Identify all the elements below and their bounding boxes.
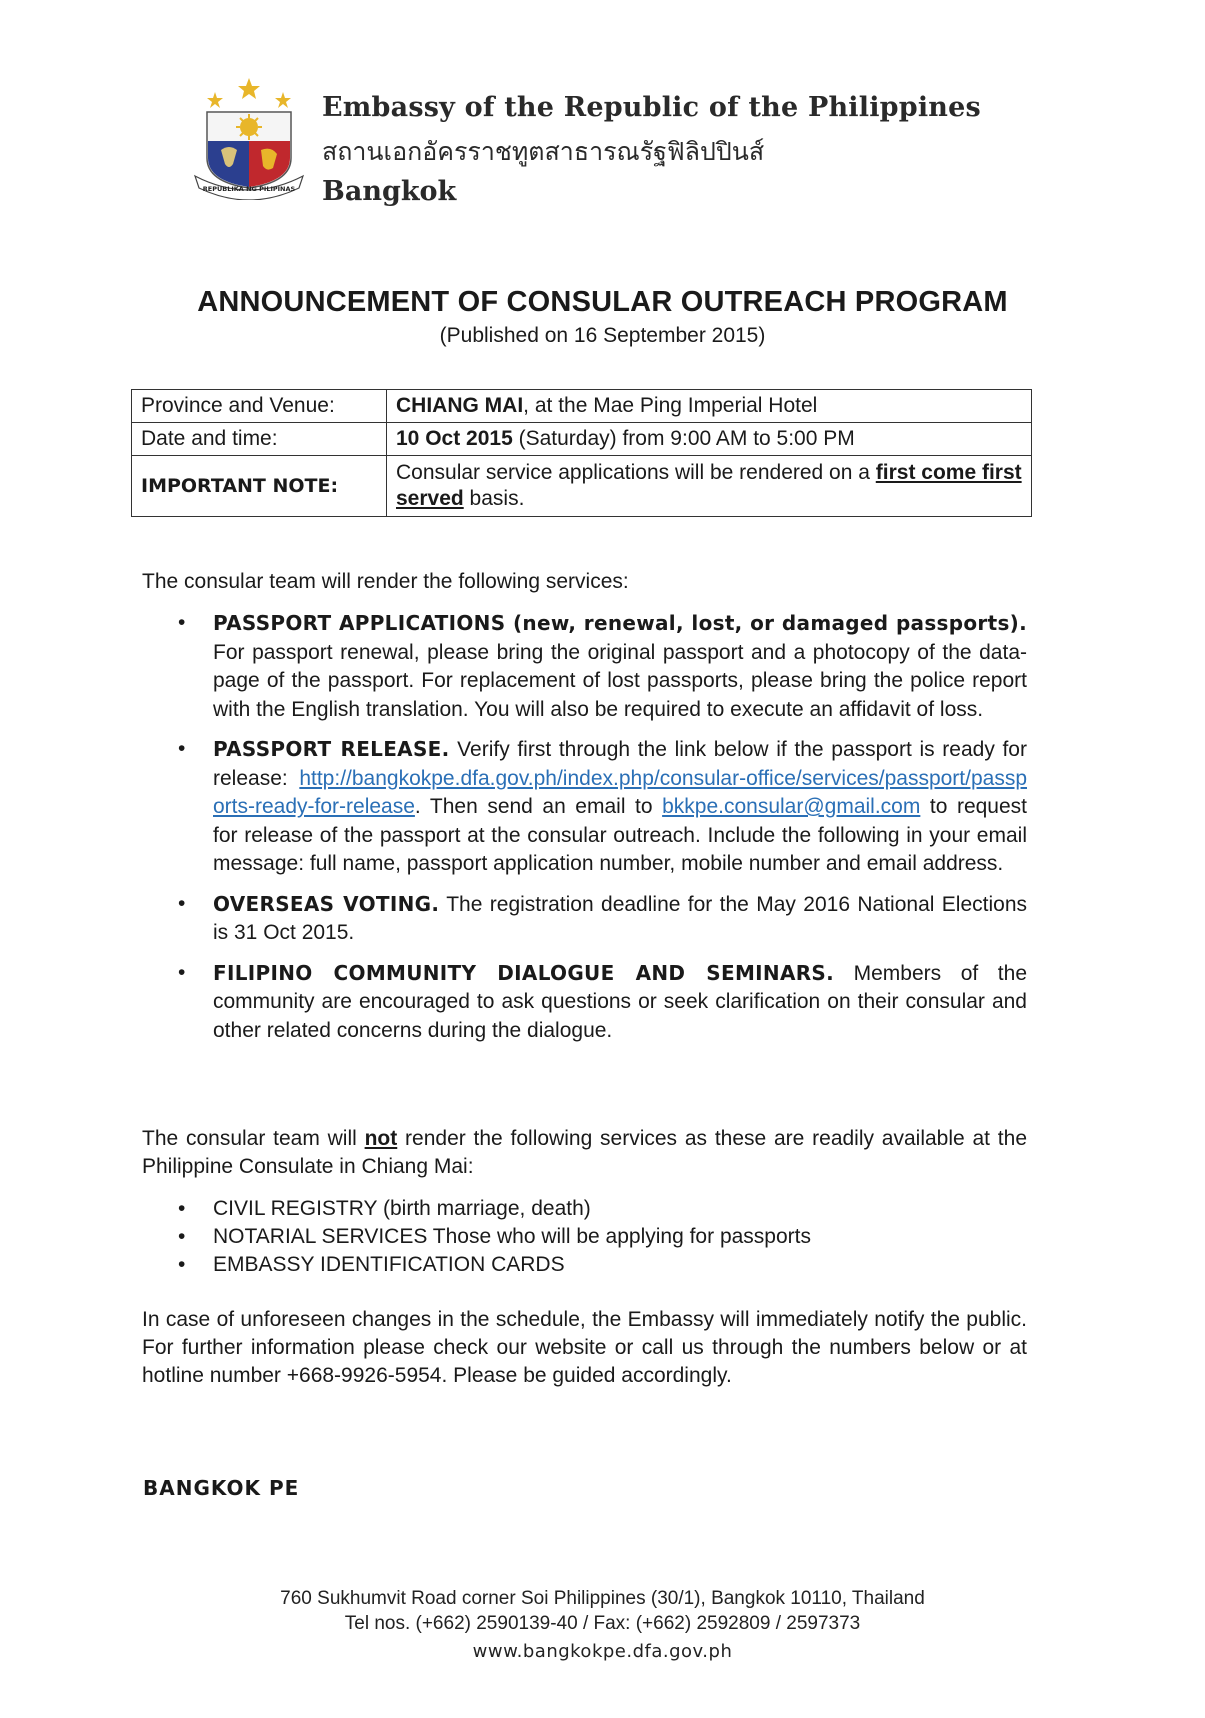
date-day: 10 Oct 2015 bbox=[396, 427, 513, 450]
passport-release-link[interactable]: http://bangkokpe.dfa.gov.ph/index.php/consular-office/services/passport/passports-ready-for-release bbox=[213, 766, 1027, 818]
list-item: • EMBASSY IDENTIFICATION CARDS bbox=[142, 1251, 811, 1279]
embassy-city: Bangkok bbox=[322, 176, 457, 207]
seal-star-top bbox=[238, 78, 260, 99]
date-row bbox=[132, 423, 1032, 456]
note-row bbox=[132, 456, 1032, 517]
seal-star-left bbox=[207, 92, 223, 108]
date-label: Date and time: bbox=[132, 423, 387, 456]
signature: BANGKOK PE bbox=[143, 1476, 300, 1500]
embassy-name-thai: สถานเอกอัครราชทูตสาธารณรัฐฟิลิปปินส์ bbox=[322, 137, 765, 166]
not-emphasis: not bbox=[364, 1127, 398, 1150]
embassy-name: Embassy of the Republic of the Philippines bbox=[322, 92, 981, 123]
services-list bbox=[142, 609, 1027, 1056]
footer-address: 760 Sukhumvit Road corner Soi Philippines (30/1), Bangkok 10110, Thailand bbox=[280, 1588, 925, 1609]
date-value bbox=[387, 423, 1032, 456]
publication-date: (Published on 16 September 2015) bbox=[439, 324, 766, 347]
not-intro-post: render the following services as these are readily available at the Philippine Consulate in Chiang Mai: bbox=[142, 1127, 1027, 1178]
page-title: ANNOUNCEMENT OF CONSULAR OUTREACH PROGRAM bbox=[197, 286, 1008, 318]
date-time: (Saturday) from 9:00 AM to 5:00 PM bbox=[512, 427, 855, 450]
seal-star-right bbox=[275, 92, 291, 108]
service-heading: PASSPORT APPLICATIONS (new, renewal, lost, or damaged passports). bbox=[213, 611, 1027, 635]
not-rendered-intro bbox=[142, 1125, 1027, 1181]
not-rendered-services-list bbox=[142, 1195, 811, 1279]
consular-email-link[interactable]: bkkpe.consular@gmail.com bbox=[662, 795, 921, 818]
venue-row bbox=[132, 390, 1032, 423]
footer-website[interactable]: www.bangkokpe.dfa.gov.ph bbox=[472, 1641, 733, 1662]
service-heading: FILIPINO COMMUNITY DIALOGUE AND SEMINARS. bbox=[213, 960, 835, 985]
service-heading: OVERSEAS VOTING. bbox=[213, 891, 440, 916]
services-intro: The consular team will render the following services: bbox=[142, 570, 629, 593]
venue-province: CHIANG MAI bbox=[396, 394, 524, 417]
outreach-info-table bbox=[131, 389, 1032, 517]
service-body: to request for release of the passport at the consular outreach. Include the following in your email message: full name, passport application number, mobile number and email address. bbox=[213, 795, 1028, 875]
list-item: • CIVIL REGISTRY (birth marriage, death) bbox=[142, 1195, 811, 1223]
service-overseas-voting bbox=[142, 890, 1027, 948]
service-community-dialogue bbox=[142, 959, 1027, 1046]
note-value bbox=[387, 456, 1032, 517]
note-label: IMPORTANT NOTE: bbox=[132, 456, 387, 517]
seal-scroll-text: REPUBLIKA NG PILIPINAS bbox=[202, 185, 296, 193]
philippine-coat-of-arms-icon bbox=[193, 78, 305, 200]
list-item: • NOTARIAL SERVICES Those who will be applying for passports bbox=[142, 1223, 811, 1251]
note-post: basis. bbox=[463, 487, 525, 510]
service-body: For passport renewal, please bring the original passport and a photocopy of the data-page of the passport. For replacement of lost passports, please bring the police report with the English translation. You will also be required to execute an affidavit of loss. bbox=[213, 640, 1027, 721]
note-pre: Consular service applications will be rendered on a bbox=[396, 461, 876, 484]
venue-hotel: , at the Mae Ping Imperial Hotel bbox=[523, 394, 818, 417]
service-passport-applications bbox=[142, 609, 1027, 724]
closing-paragraph: In case of unforeseen changes in the schedule, the Embassy will immediately notify the public. For further information please check our website or call us through the numbers below or at hotline number +668-9926-5954. Please be guided accordingly. bbox=[142, 1308, 1027, 1387]
service-body: . Then send an email to bbox=[414, 795, 663, 818]
service-heading: PASSPORT RELEASE. bbox=[213, 737, 450, 761]
service-body: Verify first through the link below if the passport is ready for release: bbox=[213, 738, 1027, 790]
footer-phones: Tel nos. (+662) 2590139-40 / Fax: (+662) 2592809 / 2597373 bbox=[344, 1613, 861, 1634]
service-body: The registration deadline for the May 2016 National Elections is 31 Oct 2015. bbox=[213, 892, 1027, 944]
service-body: Members of the community are encouraged to ask questions or seek clarification on their consular and other related concerns during the dialogue. bbox=[213, 961, 1028, 1042]
not-intro-pre: The consular team will bbox=[142, 1127, 365, 1150]
service-passport-release bbox=[142, 735, 1027, 879]
venue-value bbox=[387, 390, 1032, 423]
venue-label: Province and Venue: bbox=[132, 390, 387, 423]
note-emphasis: first come first served bbox=[396, 461, 1022, 510]
